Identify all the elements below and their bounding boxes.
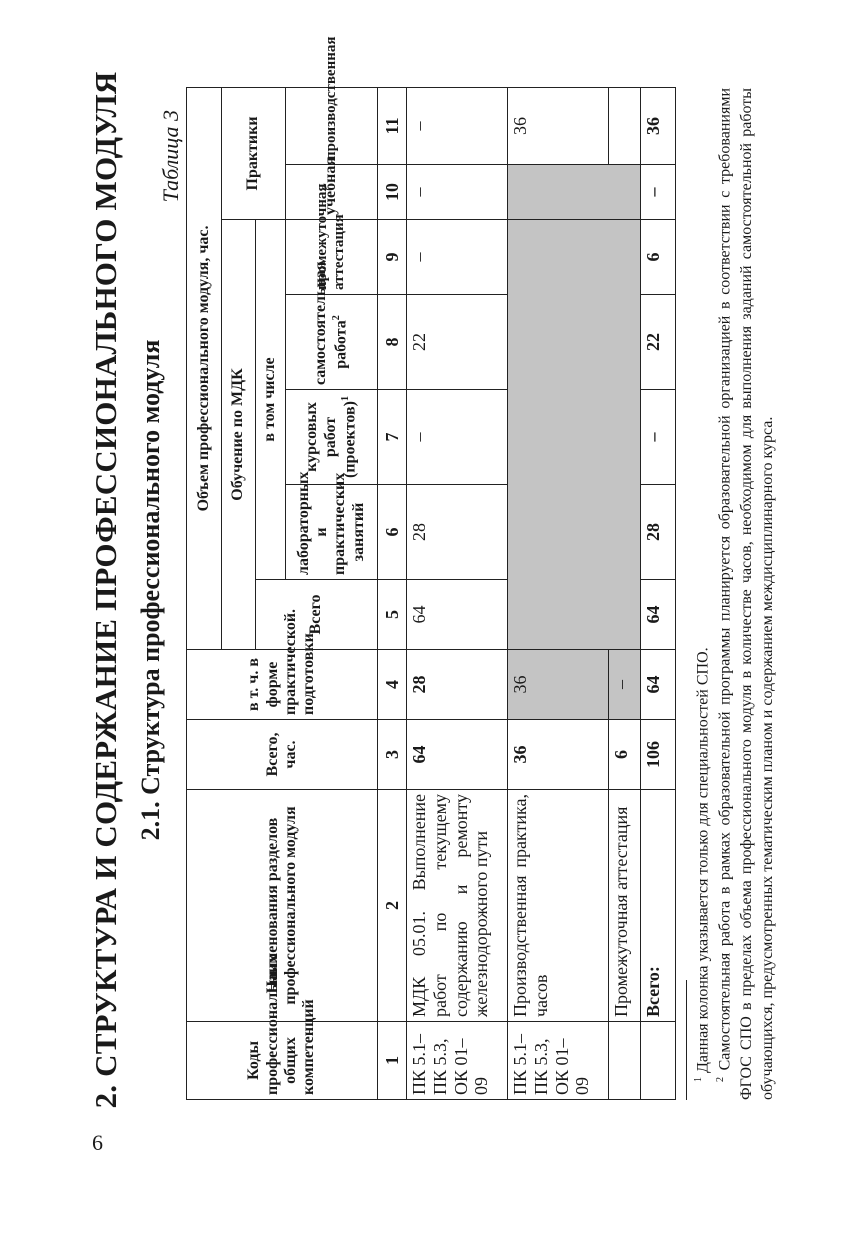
educational-cell: – [407, 165, 508, 220]
header-practical-form: в т. ч. в форме практической. подготовки [187, 650, 378, 720]
footnote-2: $^2$ Самостоятельная работа в рамках образовательной программы планируется образовательной организацией в соответствии с требованиями ФГОС СПО в пределах объема профессионального модуля в количестве часов, необходимом для выполнения заданий самостоятельной работы обучающихся, предусмотренных тематическим планом и содержанием междисциплинарного курса. [714, 87, 777, 1100]
interim-cell: – [407, 220, 508, 295]
practical-cell: – [609, 650, 641, 720]
header-educational: учебная [285, 165, 377, 220]
footnote-1: $^1$ Данная колонка указывается только для специальностей СПО. [693, 647, 712, 1082]
codes-cell [641, 1022, 676, 1100]
totals-row [641, 87, 676, 1099]
footnotes [692, 88, 779, 1100]
header-including: в том числе [256, 220, 286, 580]
column-number: 6 [377, 485, 407, 580]
page-number: 6 [92, 1130, 103, 1155]
industrial-cell: 36 [641, 87, 676, 164]
header-interim: промежуточная аттестация [285, 220, 377, 295]
header-mdk-total: Всего [256, 580, 378, 650]
courseworks-cell: – [407, 390, 508, 485]
header-self-work: самостоятельная работа$^2$ [285, 295, 377, 390]
column-number: 2 [377, 790, 407, 1022]
section-name-cell: МДК 05.01. Выполнение работ по текущему содержанию и ремонту железнодорожного пути [407, 790, 508, 1022]
practical-cell: 28 [407, 650, 508, 720]
section-name-cell: Промежуточная аттестация [609, 790, 641, 1022]
header-total-hours: Всего, час. [187, 720, 378, 790]
courseworks-cell: – [641, 390, 676, 485]
self-work-cell: 22 [641, 295, 676, 390]
column-number-row [377, 87, 407, 1099]
table-row [407, 87, 508, 1099]
total-hours-cell: 64 [407, 720, 508, 790]
header-practices: Практики [221, 87, 285, 219]
column-number: 5 [377, 580, 407, 650]
mdk-total-cell: 64 [407, 580, 508, 650]
codes-cell: ПК 5.1–ПК 5.3, ОК 01–09 [407, 1022, 508, 1100]
table-row [508, 87, 609, 1099]
labs-cell: 28 [407, 485, 508, 580]
industrial-cell: – [407, 87, 508, 164]
header-codes: Коды профессиональных общих компетенций [187, 1022, 378, 1100]
section-name-cell: Производственная практика, часов [508, 790, 609, 1022]
column-number: 1 [377, 1022, 407, 1100]
labs-cell: 28 [641, 485, 676, 580]
codes-cell [609, 1022, 641, 1100]
shaded-educational-cell [508, 165, 641, 220]
column-number: 3 [377, 720, 407, 790]
header-names: Наименования разделов профессионального модуля [187, 790, 378, 1022]
header-industrial: производственная [285, 87, 377, 164]
interim-cell: 6 [641, 220, 676, 295]
column-number: 4 [377, 650, 407, 720]
industrial-cell [609, 87, 641, 164]
codes-cell: ПК 5.1–ПК 5.3, ОК 01–09 [508, 1022, 609, 1100]
section-name-cell: Всего: [641, 790, 676, 1022]
column-number: 7 [377, 390, 407, 485]
footnote-separator [686, 980, 687, 1100]
section-heading: 2.1. Структура профессионального модуля [136, 339, 165, 841]
column-number: 8 [377, 295, 407, 390]
table-caption: Таблица 3 [158, 110, 183, 203]
header-courseworks: курсовых работ (проектов)$^1$ [285, 390, 377, 485]
column-number: 9 [377, 220, 407, 295]
total-hours-cell: 106 [641, 720, 676, 790]
header-labs: лабораторных и практических занятий [285, 485, 377, 580]
mdk-total-cell: 64 [641, 580, 676, 650]
column-number: 11 [377, 87, 407, 164]
rotated-page-content [88, 36, 808, 1120]
module-structure-table [186, 36, 676, 1100]
total-hours-cell: 36 [508, 720, 609, 790]
educational-cell: – [641, 165, 676, 220]
total-hours-cell: 6 [609, 720, 641, 790]
industrial-cell: 36 [508, 87, 609, 164]
practical-cell: 64 [641, 650, 676, 720]
practical-cell: 36 [508, 650, 609, 720]
header-mdk-training: Обучение по МДК [221, 220, 256, 650]
shaded-block [508, 220, 641, 650]
header-volume: Объем профессионального модуля, час. [187, 87, 222, 649]
column-number: 10 [377, 165, 407, 220]
self-work-cell: 22 [407, 295, 508, 390]
chapter-heading: 2. СТРУКТУРА И СОДЕРЖАНИЕ ПРОФЕССИОНАЛЬНОГО МОДУЛЯ [88, 71, 123, 1109]
